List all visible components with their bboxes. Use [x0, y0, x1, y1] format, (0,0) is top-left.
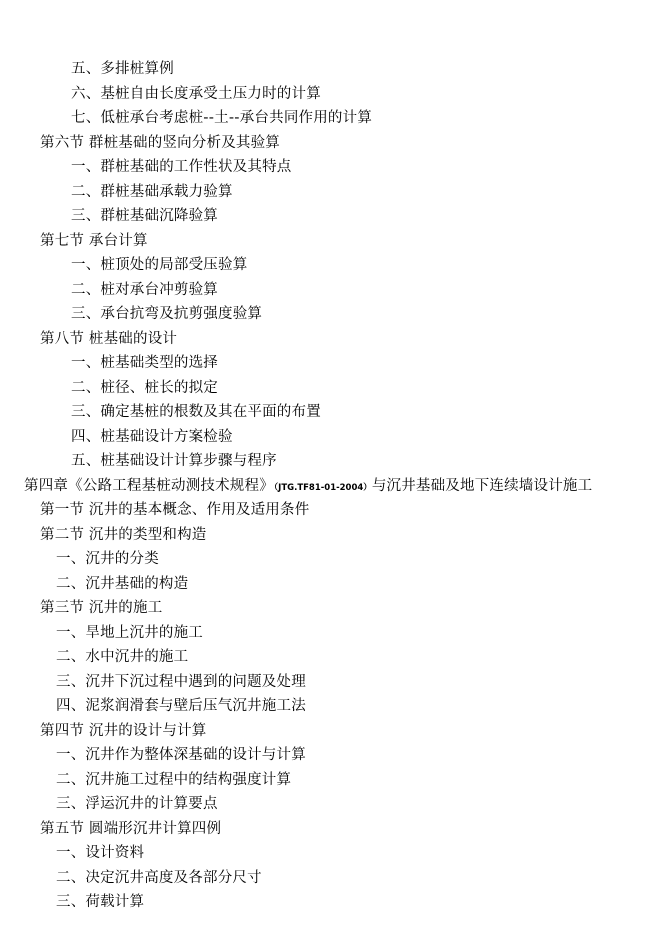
- toc-item: 三、沉井下沉过程中遇到的问题及处理: [56, 673, 306, 690]
- toc-item: 二、群桩基础承载力验算: [71, 183, 233, 200]
- toc-item: 一、群桩基础的工作性状及其特点: [71, 159, 292, 175]
- toc-item: 二、沉井施工过程中的结构强度计算: [56, 771, 292, 788]
- table-of-contents: [0, 57, 662, 915]
- toc-item: 三、确定基桩的根数及其在平面的布置: [71, 404, 321, 420]
- toc-item: 一、旱地上沉井的施工: [56, 624, 203, 641]
- toc-item: 二、沉井基础的构造: [56, 575, 189, 592]
- toc-section: 第七节 承台计算: [40, 232, 148, 249]
- toc-section: 第四节 沉井的设计与计算: [40, 722, 207, 739]
- toc-item: 二、水中沉井的施工: [56, 649, 189, 665]
- toc-item: 一、桩基础类型的选择: [71, 355, 218, 371]
- toc-section: 第八节 桩基础的设计: [40, 330, 178, 347]
- toc-item: 二、决定沉井高度及各部分尺寸: [56, 869, 262, 886]
- toc-item: 五、多排桩算例: [71, 61, 174, 77]
- toc-item: 一、沉井作为整体深基础的设计与计算: [56, 747, 306, 763]
- toc-item: 二、桩径、桩长的拟定: [71, 379, 218, 396]
- toc-item: 三、群桩基础沉降验算: [71, 208, 218, 224]
- toc-item: 五、桩基础设计计算步骤与程序: [71, 453, 277, 469]
- toc-section: 第三节 沉井的施工: [40, 600, 163, 616]
- toc-item: 一、沉井的分类: [56, 551, 159, 567]
- chapter-title-suffix: 与沉井基础及地下连续墙设计施工: [371, 477, 593, 494]
- toc-item: 二、桩对承台冲剪验算: [71, 281, 218, 298]
- standard-code: （JTG.TF81-01-2004）: [273, 482, 372, 493]
- toc-chapter: [0, 474, 662, 499]
- toc-item: 三、荷载计算: [56, 894, 145, 910]
- toc-item: 三、承台抗弯及抗剪强度验算: [71, 306, 263, 322]
- toc-item: 一、设计资料: [56, 845, 145, 861]
- toc-section: 第六节 群桩基础的竖向分析及其验算: [40, 134, 281, 151]
- toc-item: 四、桩基础设计方案检验: [71, 428, 233, 445]
- toc-section: 第五节 圆端形沉井计算四例: [40, 820, 222, 837]
- toc-section: 第二节 沉井的类型和构造: [40, 526, 207, 543]
- toc-item: 四、泥浆润滑套与壁后压气沉井施工法: [56, 698, 306, 714]
- toc-item: 三、浮运沉井的计算要点: [56, 796, 218, 812]
- chapter-title: 第四章《公路工程基桩动测技术规程》: [24, 477, 274, 494]
- toc-item: 七、低桩承台考虑桩--土--承台共同作用的计算: [71, 110, 373, 126]
- toc-section: 第一节 沉井的基本概念、作用及适用条件: [40, 502, 310, 518]
- toc-item: 一、桩顶处的局部受压验算: [71, 257, 248, 273]
- toc-item: 六、基桩自由长度承受土压力时的计算: [71, 85, 321, 102]
